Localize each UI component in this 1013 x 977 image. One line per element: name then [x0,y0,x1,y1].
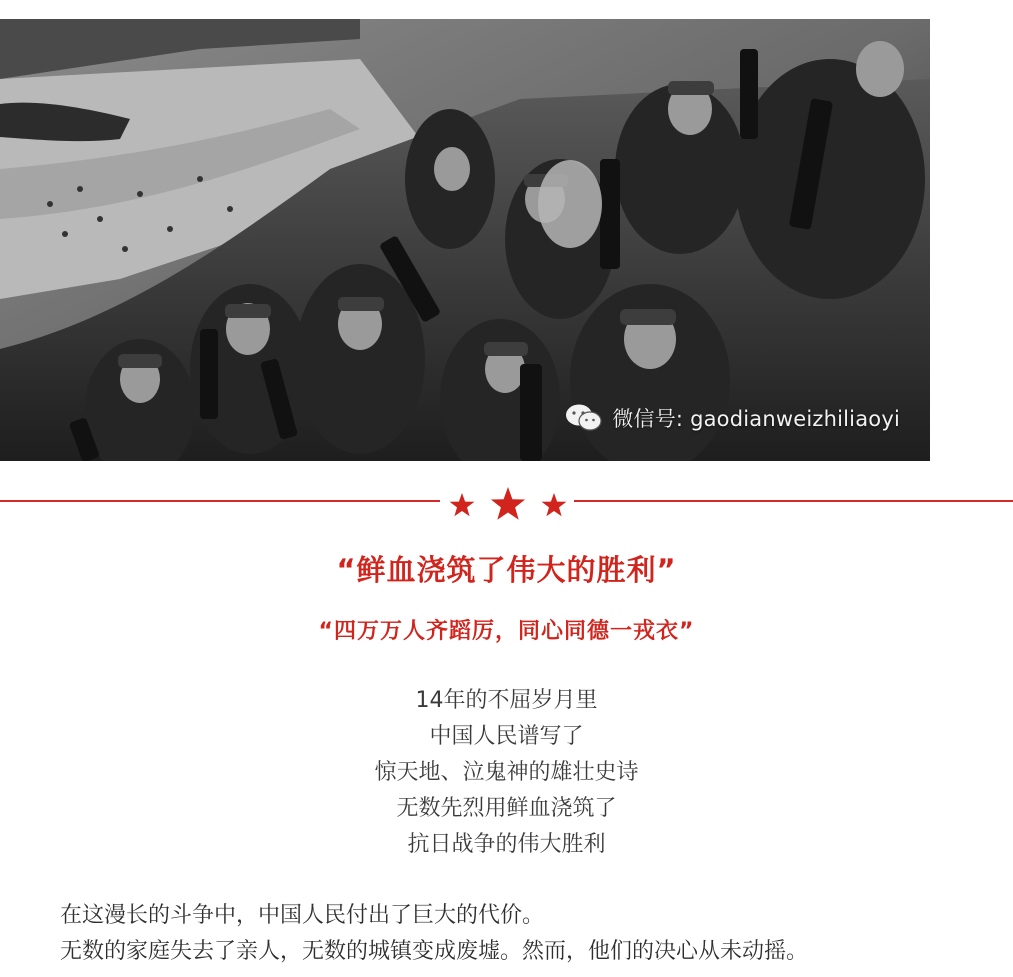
historical-photo [0,19,930,461]
poem-line: 惊天地、泣鬼神的雄壮史诗 [374,760,639,785]
section-subtitle: “四万万人齐蹈厉，同心同德一戎衣” [318,619,695,644]
poem-line: 14年的不屈岁月里 [415,688,598,713]
star-icon [450,493,475,516]
star-divider [0,484,1013,528]
star-icon [542,493,567,516]
poem-line: 中国人民谱写了 [429,724,584,749]
paragraph-line: 无数的家庭失去了亲人，无数的城镇变成废墟。然而，他们的决心从未动摇。 [60,939,809,964]
poem-line: 无数先烈用鲜血浇筑了 [396,796,617,821]
three-stars-icon [446,484,570,528]
poem-block [0,683,1013,863]
divider-line-right [574,500,1013,502]
section-title: “鲜血浇筑了伟大的胜利” [336,553,677,587]
poem-line: 抗日战争的伟大胜利 [407,832,606,857]
paragraph-line: 在这漫长的斗争中，中国人民付出了巨大的代价。 [60,903,545,928]
soldiers-photo-illustration [0,19,930,461]
body-paragraph [60,898,1000,970]
divider-line-left [0,500,440,502]
watermark-text: 微信号: gaodianweizhiliaoyi [612,407,900,431]
watermark [564,403,900,433]
star-icon [491,487,525,520]
wechat-icon [564,403,604,433]
